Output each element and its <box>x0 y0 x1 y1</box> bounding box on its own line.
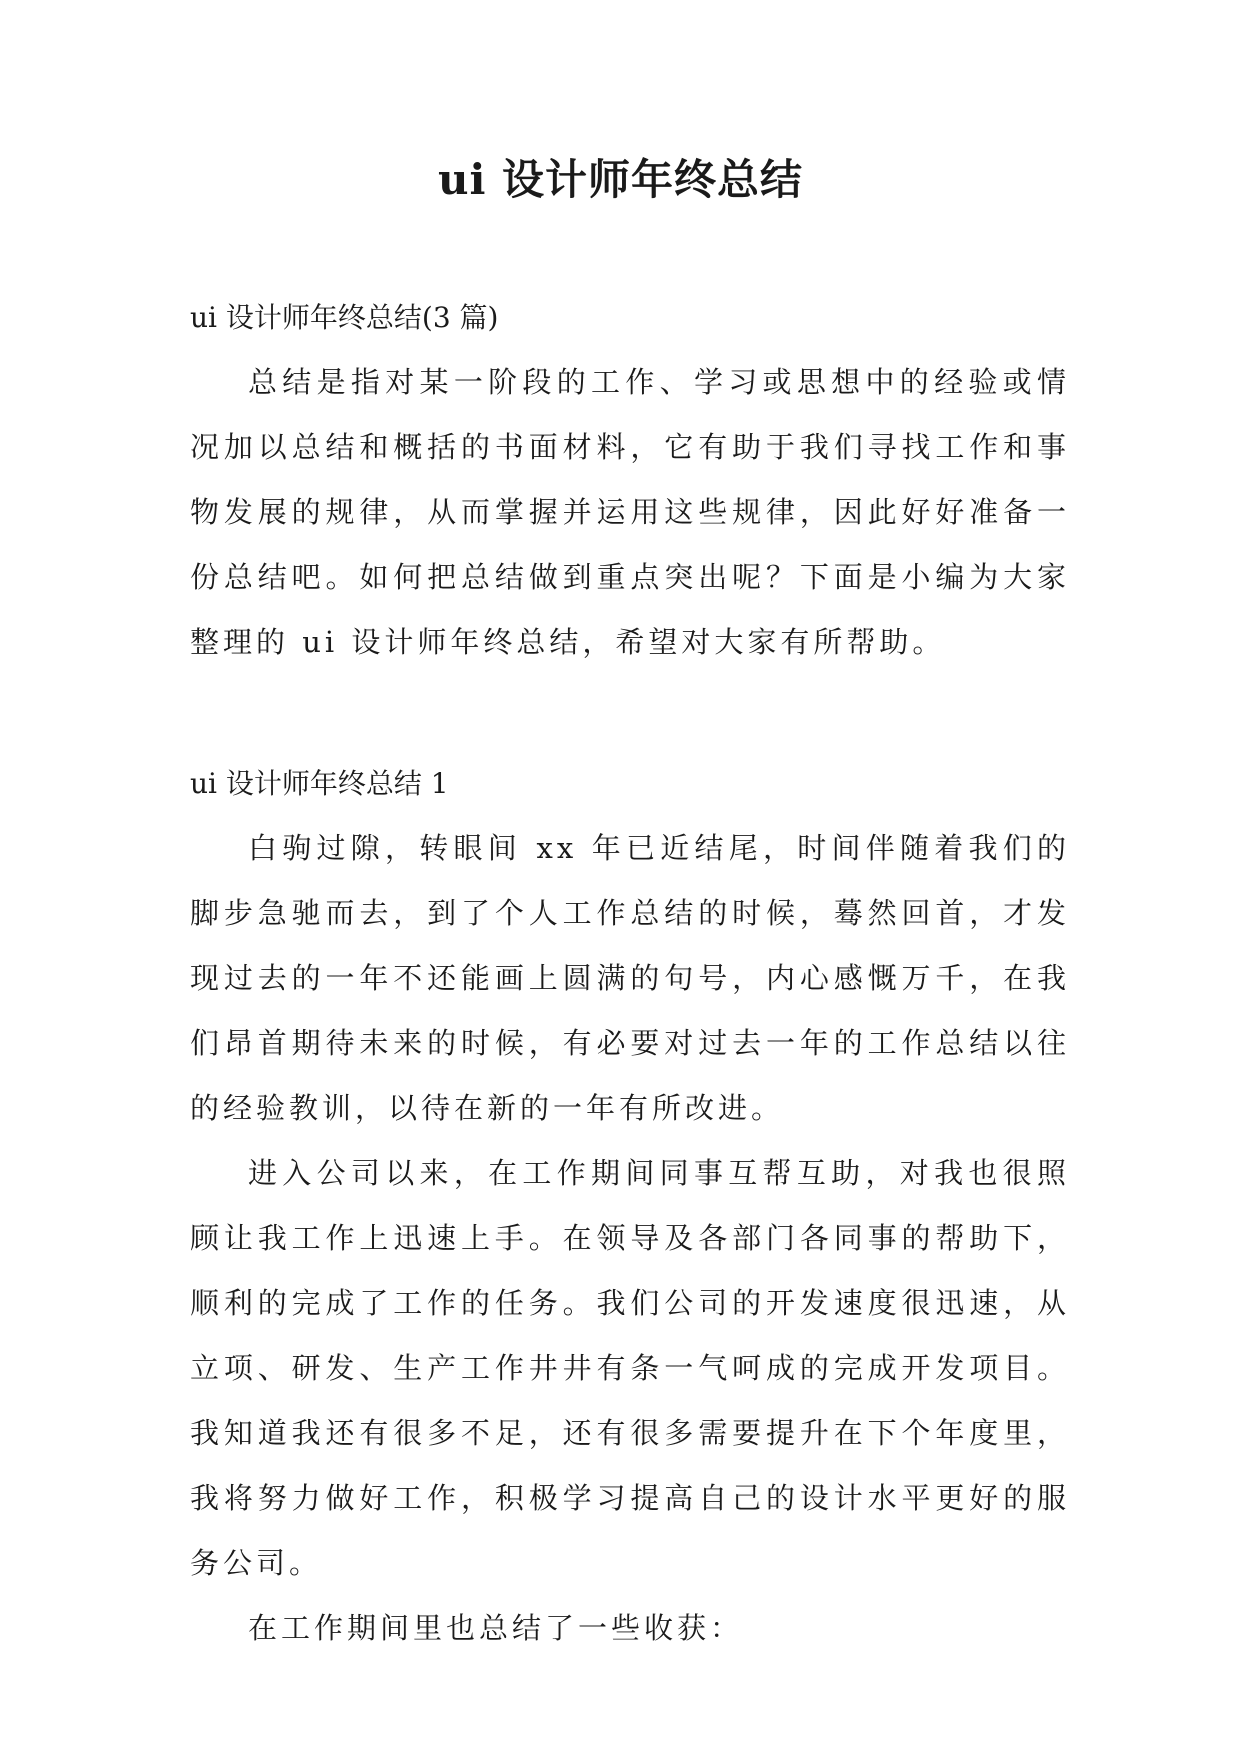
part-1-paragraph: 白驹过隙，转眼间 xx 年已近结尾，时间伴随着我们的脚步急驰而去，到了个人工作总结的时候，蓦然回首，才发现过去的一年不还能画上圆满的句号，内心感慨万千，在我们昂首期待未来的时候，有必要对过去一年的工作总结以往的经验教训，以待在新的一年有所改进。 <box>190 831 1070 1125</box>
part-1-paragraph: 在工作期间里也总结了一些收获： <box>248 1611 744 1645</box>
intro-section <box>190 286 1070 675</box>
document-title: ui 设计师年终总结 <box>437 155 804 204</box>
intro-paragraph: 总结是指对某一阶段的工作、学习或思想中的经验或情况加以总结和概括的书面材料，它有助于我们寻找工作和事物发展的规律，从而掌握并运用这些规律，因此好好准备一份总结吧。如何把总结做到重点突出呢？下面是小编为大家整理的 ui 设计师年终总结，希望对大家有所帮助。 <box>190 365 1070 659</box>
intro-heading: ui 设计师年终总结(3 篇) <box>190 301 499 334</box>
part-1-section <box>190 752 1070 1661</box>
part-1-paragraph: 进入公司以来，在工作期间同事互帮互助，对我也很照顾让我工作上迅速上手。在领导及各部门各同事的帮助下，顺利的完成了工作的任务。我们公司的开发速度很迅速，从立项、研发、生产工作井井有条一气呵成的完成开发项目。我知道我还有很多不足，还有很多需要提升在下个年度里，我将努力做好工作，积极学习提高自己的设计水平更好的服务公司。 <box>190 1156 1070 1580</box>
part-1-heading: ui 设计师年终总结 1 <box>190 767 449 800</box>
